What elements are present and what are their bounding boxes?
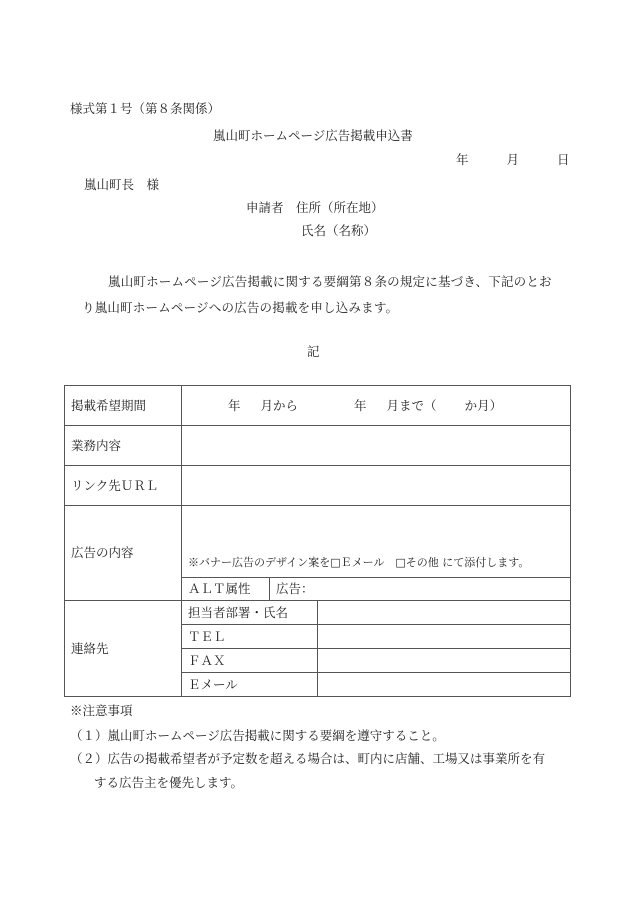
notes-heading: ※注意事項 bbox=[70, 703, 133, 718]
note-2: （２）広告の掲載希望者が予定数を超える場合は、町内に店舗、工場又は事業所を有 bbox=[70, 751, 546, 766]
date-day-label: 日 bbox=[557, 152, 570, 167]
period-until: 月まで（ bbox=[386, 397, 437, 413]
contact-person-row bbox=[65, 601, 571, 625]
date-month-label: 月 bbox=[506, 152, 520, 167]
business-row bbox=[65, 426, 571, 466]
tel-label: ＴＥＬ bbox=[182, 625, 318, 649]
alt-label: ＡＬＴ属性 bbox=[182, 578, 270, 601]
period-year2: 年 bbox=[354, 397, 367, 413]
date-line bbox=[456, 152, 570, 168]
period-label: 掲載希望期間 bbox=[65, 386, 182, 426]
tel-field[interactable] bbox=[318, 625, 571, 649]
business-label: 業務内容 bbox=[65, 426, 182, 466]
page-title: 嵐山町ホームページ広告掲載申込書 bbox=[213, 128, 413, 143]
fax-field[interactable] bbox=[318, 649, 571, 673]
ad-attachment-note: ※バナー広告のデザイン案を□Ｅメール □その他 にて添付します。 bbox=[188, 556, 530, 569]
period-from: 月から bbox=[260, 397, 299, 413]
ad-content-label: 広告の内容 bbox=[65, 506, 182, 601]
addressee: 嵐山町長 様 bbox=[84, 177, 160, 192]
link-url-field[interactable] bbox=[182, 466, 571, 506]
ki-heading: 記 bbox=[307, 344, 320, 359]
application-statement: 嵐山町ホームページ広告掲載に関する要綱第８条の規定に基づき、下記のとおり嵐山町ホームページへの広告の掲載を申し込みます。 bbox=[82, 274, 552, 315]
form-number: 様式第１号（第８条関係） bbox=[70, 101, 221, 116]
note-1: （１）嵐山町ホームページ広告掲載に関する要綱を遵守すること。 bbox=[70, 728, 445, 743]
link-label: リンク先ＵＲＬ bbox=[65, 466, 182, 506]
link-row bbox=[65, 466, 571, 506]
contact-person-field[interactable] bbox=[318, 601, 571, 625]
email-label: Ｅメール bbox=[182, 673, 318, 697]
fax-label: ＦＡＸ bbox=[182, 649, 318, 673]
alt-field[interactable] bbox=[270, 578, 571, 601]
period-year1: 年 bbox=[228, 397, 241, 413]
period-field[interactable] bbox=[182, 386, 571, 426]
date-year-label: 年 bbox=[456, 152, 469, 167]
note-2-continued: する広告主を優先します。 bbox=[94, 775, 244, 790]
applicant-address-label: 申請者 住所（所在地） bbox=[246, 200, 384, 215]
period-months: か月） bbox=[464, 397, 503, 413]
email-field[interactable] bbox=[318, 673, 571, 697]
applicant-name-label: 氏名（名称） bbox=[301, 223, 377, 238]
contact-person-label: 担当者部署・氏名 bbox=[182, 601, 318, 625]
ad-content-field[interactable] bbox=[182, 506, 571, 578]
period-row bbox=[65, 386, 571, 426]
alt-prefix: 広告： bbox=[276, 581, 314, 596]
ad-content-row bbox=[65, 506, 571, 578]
contact-label: 連絡先 bbox=[65, 601, 182, 697]
business-field[interactable] bbox=[182, 426, 571, 466]
application-table bbox=[64, 385, 571, 697]
